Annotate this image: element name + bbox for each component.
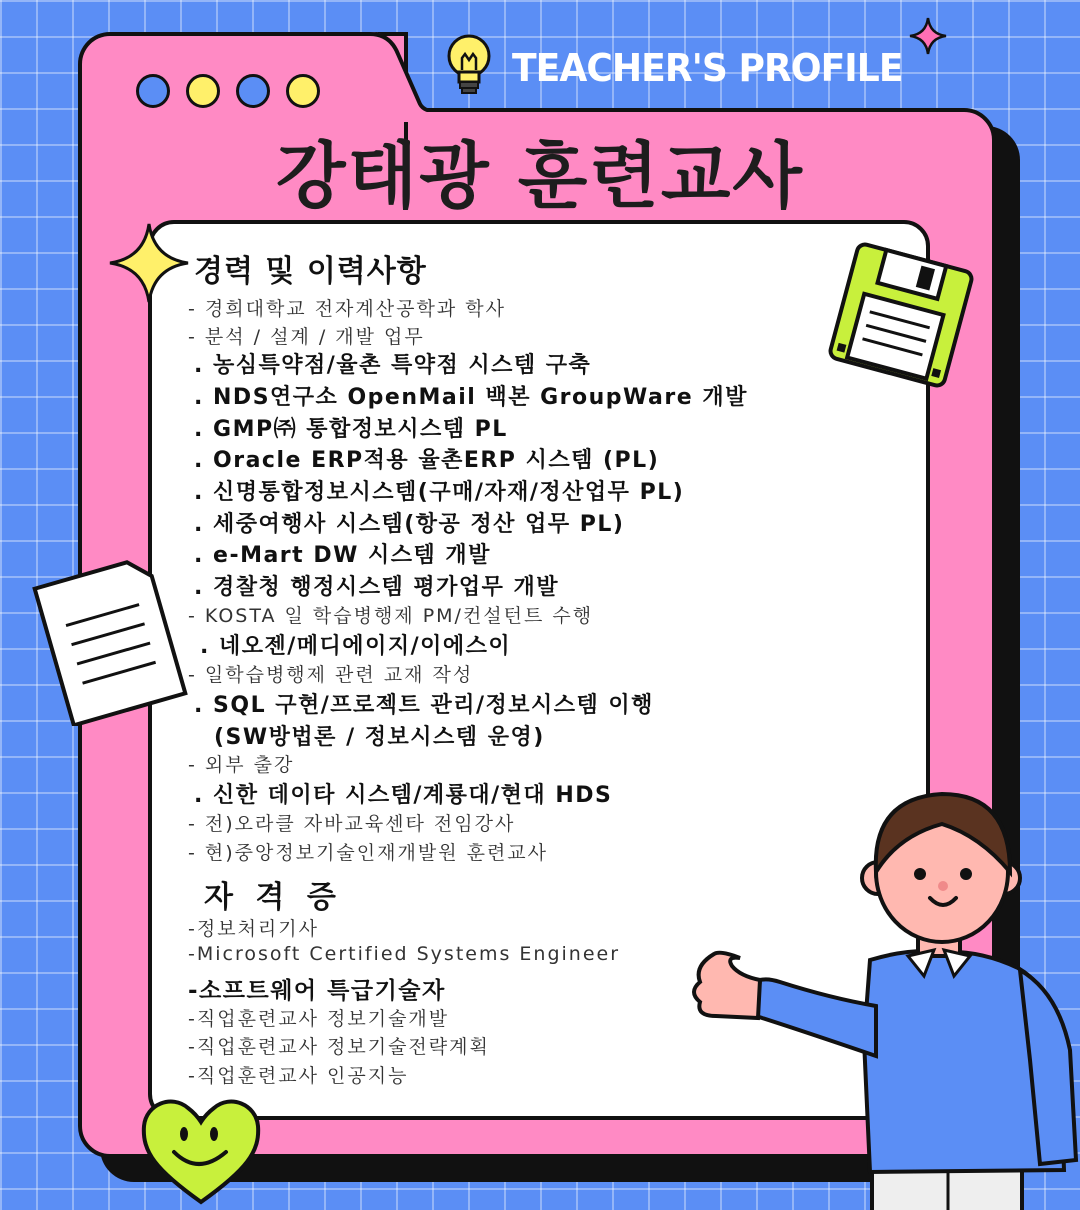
teacher-illustration (680, 780, 1080, 1210)
career-line: . Oracle ERP적용 율촌ERP 시스템 (PL) (194, 448, 660, 473)
career-line: - 외부 출강 (188, 754, 295, 776)
cert-line: -Microsoft Certified Systems Engineer (188, 943, 621, 965)
career-line: . SQL 구현/프로젝트 관리/정보시스템 이행 (194, 693, 654, 718)
window-tab-slope (340, 32, 450, 114)
cert-line: -직업훈련교사 정보기술개발 (188, 1008, 450, 1030)
star-icon (108, 222, 190, 304)
career-line: (SW방법론 / 정보시스템 운영) (214, 725, 545, 750)
smiley-heart-icon (136, 1090, 266, 1208)
career-line: . 경찰청 행정시스템 평가업무 개발 (194, 575, 560, 600)
career-line: - 현)중앙정보기술인재개발원 훈련교사 (188, 842, 549, 864)
career-line: . e-Mart DW 시스템 개발 (194, 543, 491, 568)
cert-line: -직업훈련교사 정보기술전략계획 (188, 1036, 490, 1058)
career-line: - 분석 / 설계 / 개발 업무 (188, 326, 425, 348)
career-line: . NDS연구소 OpenMail 백본 GroupWare 개발 (194, 385, 748, 410)
career-line: . 네오젠/메디에이지/이에스이 (200, 634, 512, 659)
cert-line: -직업훈련교사 인공지능 (188, 1065, 409, 1087)
career-line: - 전)오라클 자바교육센타 전임강사 (188, 813, 516, 835)
window-dot-yellow[interactable] (186, 74, 220, 108)
cert-line: -소프트웨어 특급기술자 (188, 978, 446, 1004)
window-dot-yellow-2[interactable] (286, 74, 320, 108)
sparkle-icon (908, 16, 948, 56)
lightbulb-icon (444, 32, 494, 98)
career-line: - KOSTA 일 학습병행제 PM/컨설턴트 수행 (188, 605, 594, 627)
career-line: . 신명통합정보시스템(구매/자재/정산업무 PL) (194, 480, 685, 505)
window-dot-blue[interactable] (136, 74, 170, 108)
floppy-disk-icon (826, 240, 976, 390)
document-icon (30, 556, 190, 726)
career-line: . 세중여행사 시스템(항공 정산 업무 PL) (194, 512, 625, 537)
window-dot-blue-2[interactable] (236, 74, 270, 108)
certs-heading: 자 격 증 (204, 880, 342, 915)
career-line: - 경희대학교 전자계산공학과 학사 (188, 298, 506, 320)
career-line: . GMP㈜ 통합정보시스템 PL (194, 417, 508, 442)
profile-label: TEACHER'S PROFILE (512, 46, 903, 90)
career-line: . 신한 데이타 시스템/계룡대/현대 HDS (194, 783, 613, 808)
career-line: . 농심특약점/율촌 특약점 시스템 구축 (194, 353, 592, 378)
career-heading: 경력 및 이력사항 (194, 254, 427, 289)
page-title: 강태광 훈련교사 (276, 134, 804, 218)
cert-line: -정보처리기사 (188, 918, 319, 940)
career-line: - 일학습병행제 관련 교재 작성 (188, 664, 474, 686)
